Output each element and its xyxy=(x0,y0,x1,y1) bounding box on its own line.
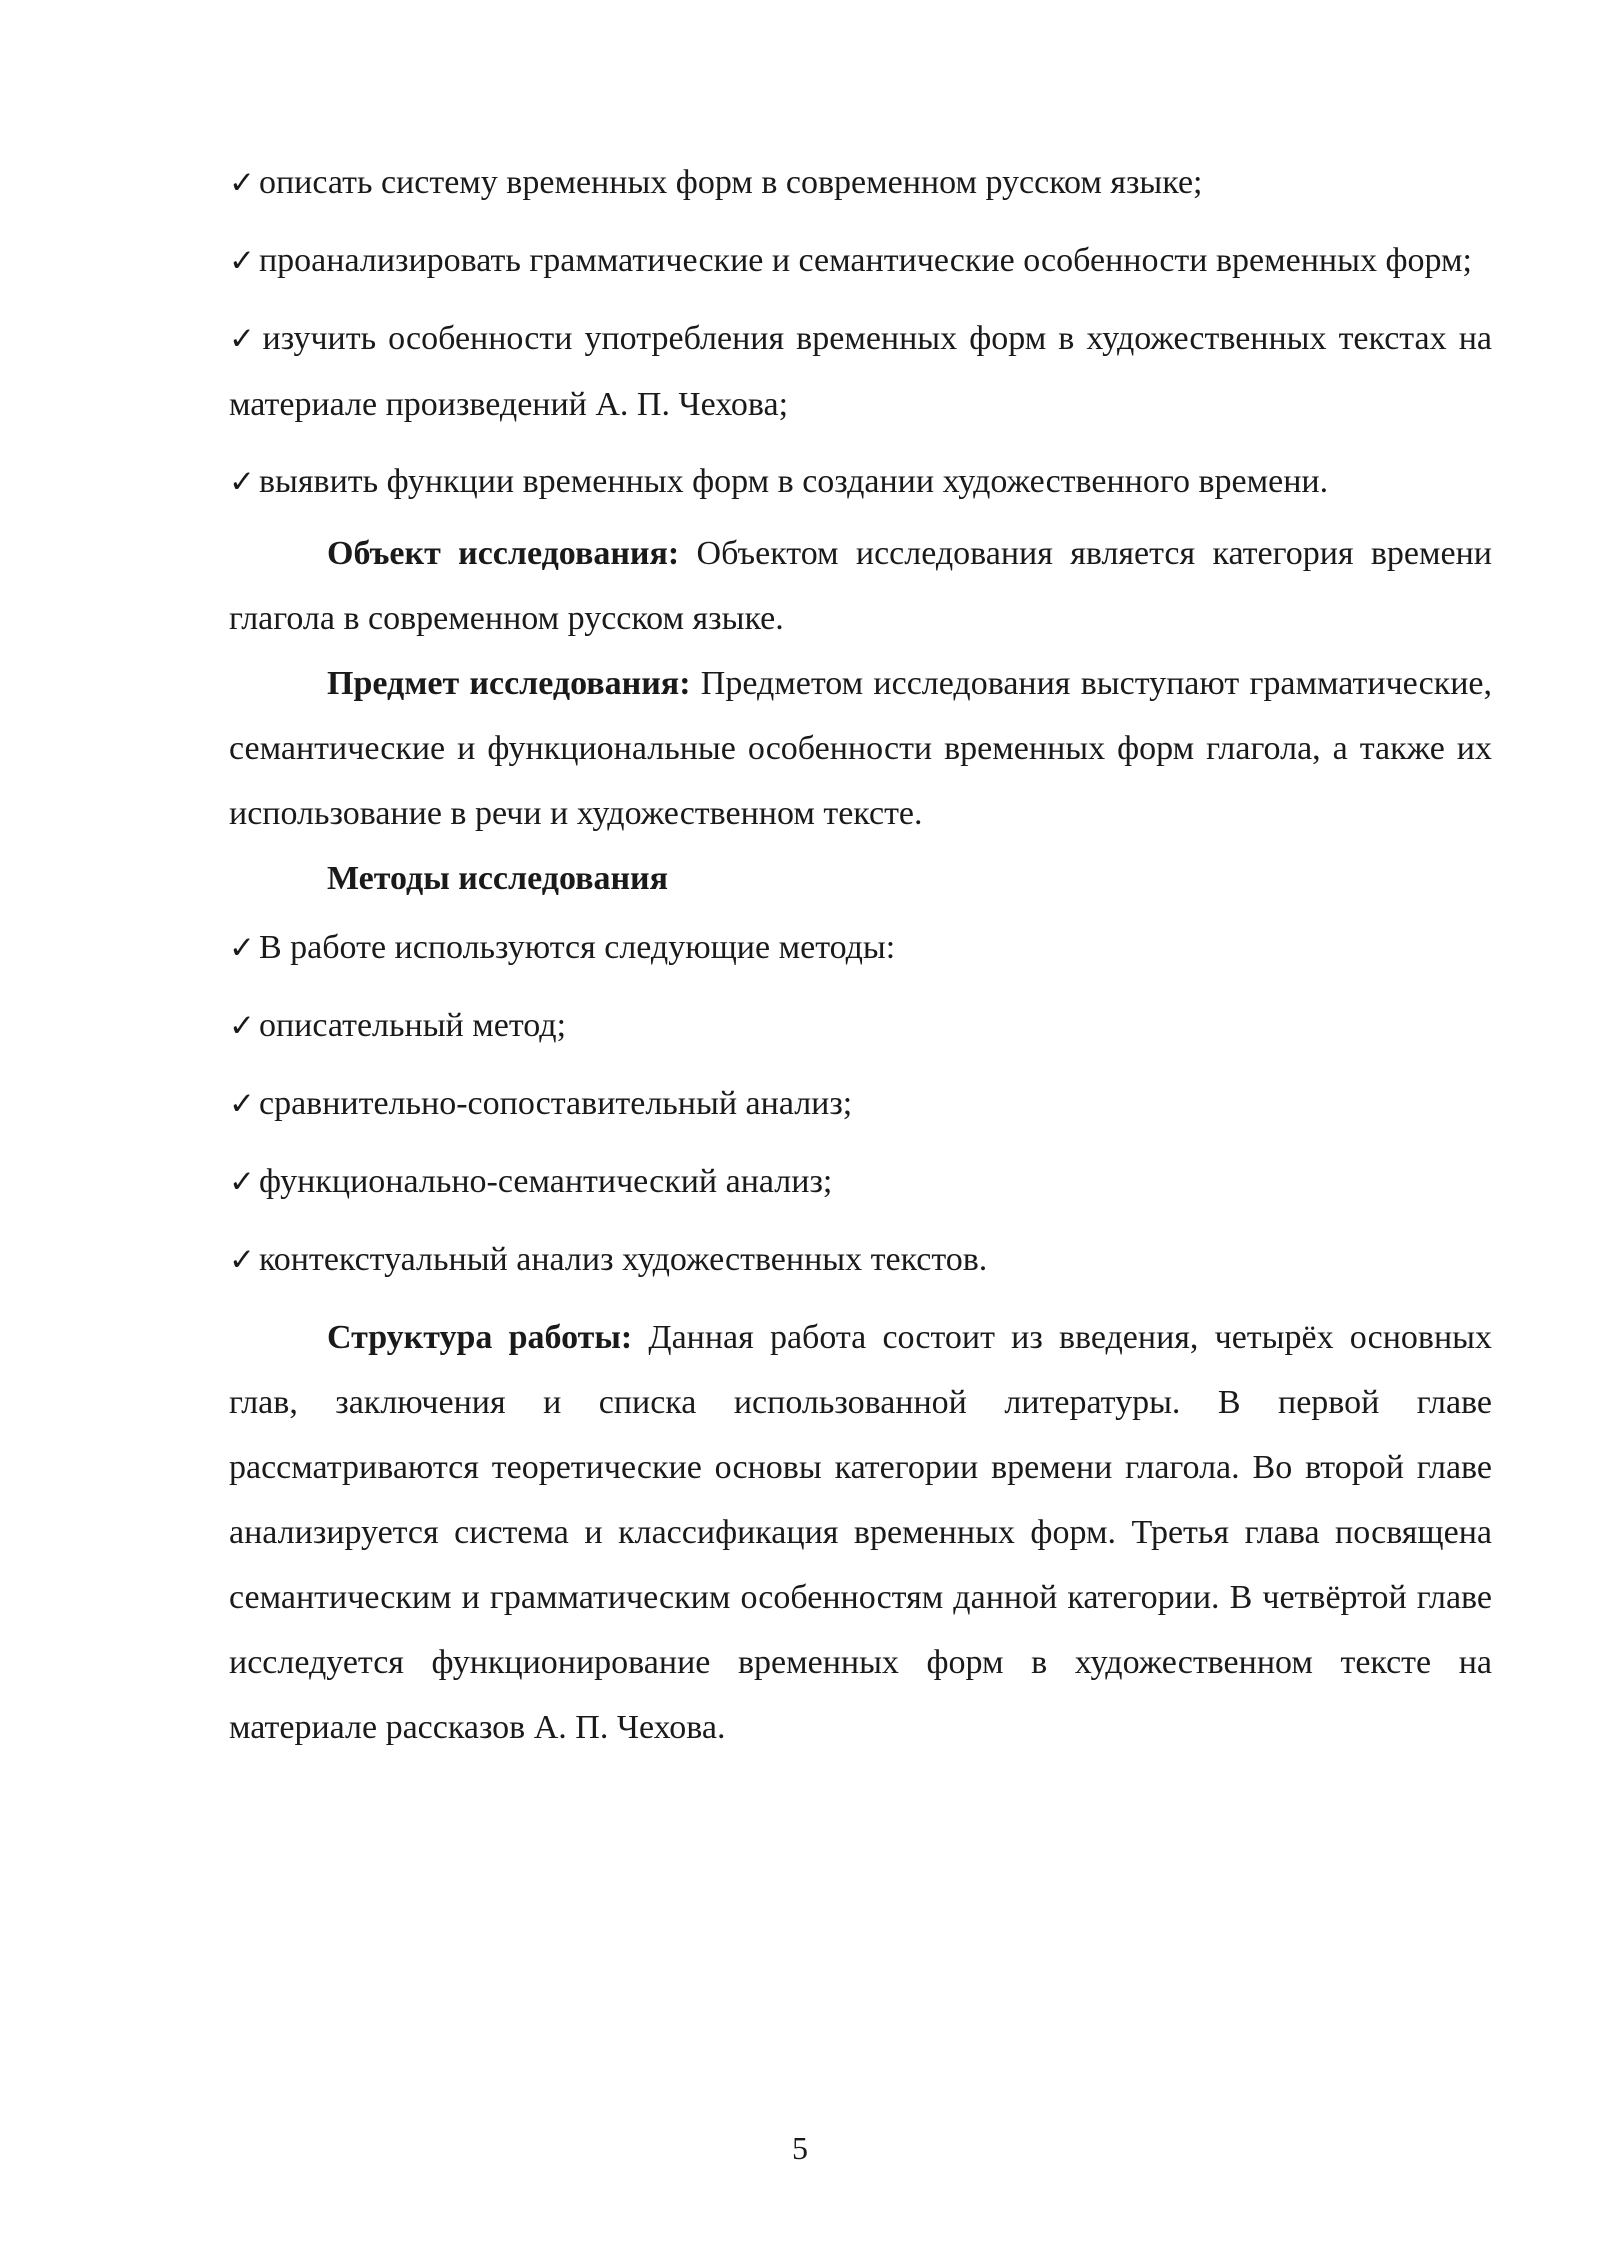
task-item xyxy=(229,306,1492,437)
subject-paragraph xyxy=(229,651,1492,846)
structure-text: Данная работа состоит из введения, четырёх основных глав, заключения и списка использованной литературы. В первой главе рассматриваются теоретические основы категории времени глагола. Во второй главе анализируется система и классификация временных форм. Третья глава посвящена семантическим и грамматическим особенностям данной категории. В четвёртой главе исследуется функционирование временных форм в художественном тексте на материале рассказов А. П. Чехова. xyxy=(229,1319,1492,1746)
task-text: изучить особенности употребления временных форм в художественных текстах на материале произведений А. П. Чехова; xyxy=(229,320,1492,423)
checkmark-icon: ✓ xyxy=(229,1164,255,1200)
method-text: В работе используются следующие методы: xyxy=(258,929,896,966)
object-label: Объект исследования: xyxy=(327,535,680,572)
subject-label: Предмет исследования: xyxy=(327,665,691,702)
method-text: контекстуальный анализ художественных текстов. xyxy=(258,1241,988,1278)
task-text: выявить функции временных форм в создании художественного времени. xyxy=(258,463,1329,500)
method-item xyxy=(229,1149,1492,1215)
checkmark-icon: ✓ xyxy=(229,1008,255,1044)
page-number: 5 xyxy=(792,2130,808,2166)
method-item xyxy=(229,915,1492,981)
method-item xyxy=(229,993,1492,1059)
checkmark-icon: ✓ xyxy=(229,243,255,279)
method-item xyxy=(229,1227,1492,1293)
task-item xyxy=(229,449,1492,515)
method-item xyxy=(229,1071,1492,1137)
method-text: функционально-семантический анализ; xyxy=(258,1163,833,1200)
object-text: Объектом исследования является категория времени глагола в современном русском языке. xyxy=(229,535,1492,637)
checkmark-icon: ✓ xyxy=(229,464,255,500)
methods-heading-paragraph xyxy=(229,846,1492,911)
subject-text: Предметом исследования выступают грамматические, семантические и функциональные особенности временных форм глагола, а также их использование в речи и художественном тексте. xyxy=(229,665,1492,832)
page-body xyxy=(229,150,1492,1760)
structure-label: Структура работы: xyxy=(327,1319,633,1356)
checkmark-icon: ✓ xyxy=(229,1086,255,1122)
task-item xyxy=(229,150,1492,216)
checkmark-icon: ✓ xyxy=(229,1242,255,1278)
checkmark-icon: ✓ xyxy=(229,930,255,966)
methods-heading: Методы исследования xyxy=(327,860,669,897)
object-paragraph xyxy=(229,521,1492,651)
task-text: проанализировать грамматические и семантические особенности временных форм; xyxy=(258,242,1472,279)
method-text: описательный метод; xyxy=(258,1007,567,1044)
task-item xyxy=(229,228,1492,294)
task-text: описать систему временных форм в современном русском языке; xyxy=(258,164,1203,201)
checkmark-icon: ✓ xyxy=(229,321,259,357)
checkmark-icon: ✓ xyxy=(229,165,255,201)
structure-paragraph xyxy=(229,1305,1492,1760)
method-text: сравнительно-сопоставительный анализ; xyxy=(258,1085,853,1122)
